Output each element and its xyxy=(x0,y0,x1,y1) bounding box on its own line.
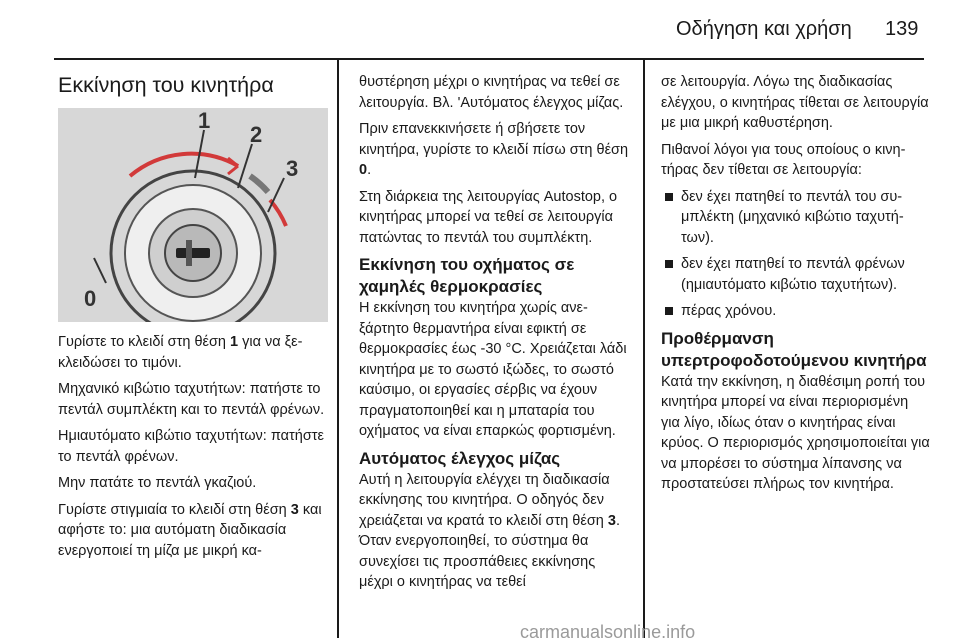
ignition-switch-illustration xyxy=(58,108,328,322)
column-1 xyxy=(58,72,328,567)
list-item: πέρας χρόνου. xyxy=(661,301,931,322)
paragraph: Γυρίστε το κλειδί στη θέση 1 για να ξεκλειδώσει το τιμόνι. xyxy=(58,334,303,371)
section-heading: Εκκίνηση του κινητήρα xyxy=(58,73,274,97)
label-position-0: 0 xyxy=(84,286,97,311)
paragraph: Πιθανοί λόγοι για τους οποίους ο κινητήρας δεν τίθεται σε λειτουργία: xyxy=(661,141,906,178)
paragraph: Μηχανικό κιβώτιο ταχυτήτων: πατήστε το πεντάλ συμπλέκτη και το πεντάλ φρένων. xyxy=(58,381,325,418)
key-slot xyxy=(176,248,210,258)
paragraph: Αυτή η λειτουργία ελέγχει τη διαδικασία εκκίνησης του κινητήρα. Ο οδηγός δεν χρειάζεται να κρατά το κλειδί στη θέση 3. Όταν ενεργοποιηθεί, το σύστημα θα συνεχίσει τις προσπάθειες εκκίνησης μέχρι ο κινητήρας να τεθεί xyxy=(359,471,620,590)
column-divider xyxy=(337,60,339,638)
header-rule xyxy=(54,58,924,60)
running-header-title: Οδήγηση και χρήση xyxy=(676,18,852,40)
label-position-3: 3 xyxy=(286,156,299,181)
list-item: δεν έχει πατηθεί το πεντάλ φρένων (ημιαυτόματο κιβώτιο ταχυτήτων). xyxy=(661,254,931,295)
page-number: 139 xyxy=(885,18,919,40)
label-position-1: 1 xyxy=(198,108,211,133)
list-item: δεν έχει πατηθεί το πεντάλ του συμπλέκτη (μηχανικό κιβώτιο ταχυτήτων). xyxy=(661,187,931,249)
key-slot-mark xyxy=(186,240,192,266)
paragraph: Μην πατάτε το πεντάλ γκαζιού. xyxy=(58,475,257,491)
paragraph: Στη διάρκεια της λειτουργίας Autostop, ο κινητήρας μπορεί να τεθεί σε λειτουργία πατώντας το πεντάλ του συμπλέκτη. xyxy=(359,188,618,246)
subheading: Εκκίνηση του οχήματος σε χαμηλές θερμοκρασίες xyxy=(359,255,575,296)
paragraph: Η εκκίνηση του κινητήρα χωρίς ανεξάρτητο θερμαντήρα είναι εφικτή σε θερμοκρασίες έως -30 °C. Χρειάζεται λάδι κινητήρα με το σωστό ιξώδες, το σωστό καύσιμο, οι εργασίες σέρβις να έχουν πραγματοποιηθεί και η μπαταρία του οχήματος να είναι επαρκώς φορτισμένη. xyxy=(359,300,627,439)
subheading: Αυτόματος έλεγχος μίζας xyxy=(359,448,561,468)
watermark: carmanualsonline.info xyxy=(520,622,696,642)
paragraph: σε λειτουργία. Λόγω της διαδικασίας ελέγχου, ο κινητήρας τίθεται σε λειτουργία με μια μικρή καθυστέρηση. xyxy=(661,74,929,131)
column-2 xyxy=(359,72,629,599)
column-divider xyxy=(643,60,645,638)
column-3 xyxy=(661,72,931,501)
paragraph: Γυρίστε στιγμιαία το κλειδί στη θέση 3 και αφήστε το: μια αυτόματη διαδικασία ενεργοποιεί τη μίζα με μικρή κα- xyxy=(58,501,322,559)
bullet-list xyxy=(661,187,931,322)
paragraph: θυστέρηση μέχρι ο κινητήρας να τεθεί σε λειτουργία. Βλ. 'Αυτόματος έλεγχος μίζας. xyxy=(359,74,624,111)
paragraph: Ημιαυτόματο κιβώτιο ταχυτήτων: πατήστε το πεντάλ φρένων. xyxy=(58,428,324,465)
paragraph: Πριν επανεκκινήσετε ή σβήσετε τον κινητήρα, γυρίστε το κλειδί πίσω στη θέση 0. xyxy=(359,121,629,178)
paragraph: Κατά την εκκίνηση, η διαθέσιμη ροπή του κινητήρα μπορεί να είναι περιορισμένη για λίγο, ιδίως όταν ο κινητήρας είναι κρύος. Ο περιορισμός χρησιμοποιείται για να μπορέσει το σύστημα λίπανσης να προστατεύσει πλήρως τον κινητήρα. xyxy=(661,373,930,492)
subheading: Προθέρμανση υπερτροφοδοτούμενου κινητήρα xyxy=(661,328,927,370)
label-position-2: 2 xyxy=(250,122,263,147)
